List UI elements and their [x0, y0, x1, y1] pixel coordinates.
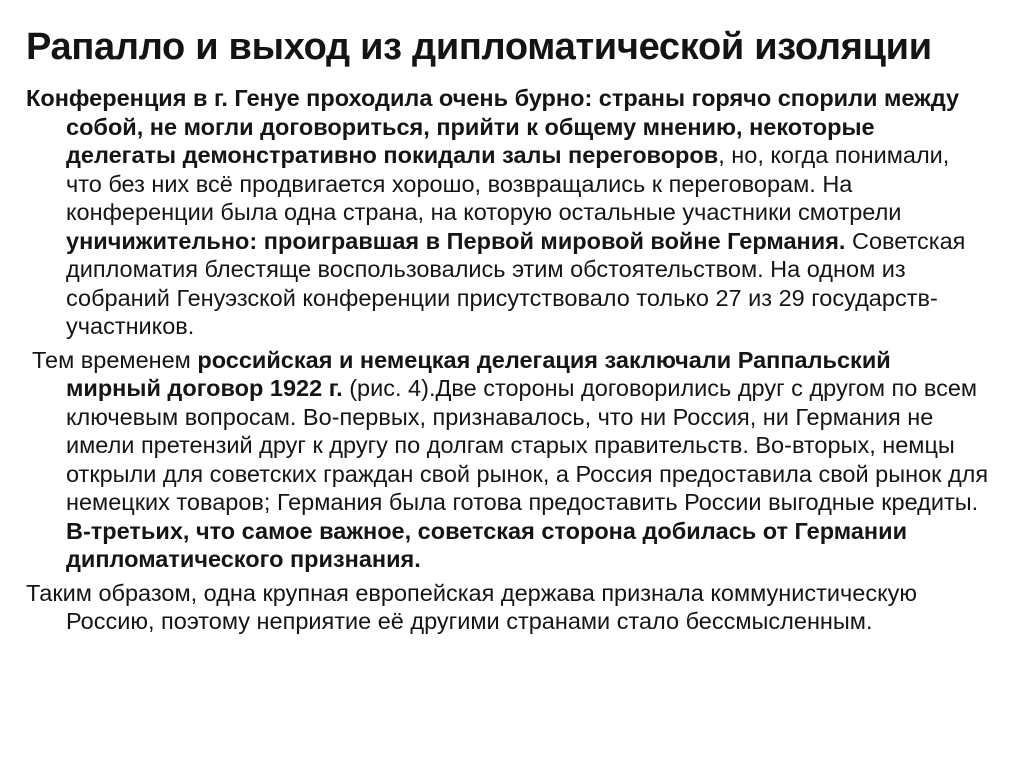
paragraph-genoa-conference: [26, 84, 991, 341]
text-segment: (рис. 4).Две стороны договорились друг с другом по всем ключевым вопросам. Во-первых, признавалось, что ни Россия, ни Германия не имели претензий друг к другу по долгам старых правительств. Во-вторых, немцы открыли для советских граждан свой рынок, а Россия предоставила свой рынок для немецких товаров; Германия была готова предоставить России выгодные кредиты.: [66, 375, 989, 515]
slide-body: [26, 84, 991, 641]
text-segment: Конференция в г. Генуе проходила очень бурно: страны горячо спорили между собой, не могли договориться, прийти к общему мнению, некоторые делегаты демонстративно покидали залы переговоров: [26, 85, 960, 168]
text-segment: российская и немецкая делегация заключали Раппальский мирный договор 1922 г.: [66, 346, 891, 401]
paragraph-rapallo-treaty: [26, 346, 991, 574]
text-segment: Таким образом, одна крупная европейская держава признала коммунистическую Россию, поэтому неприятие её другими странами стало бессмысленным.: [26, 579, 918, 634]
text-segment: Советская дипломатия блестяще воспользовались этим обстоятельством. На одном из собраний Генуэзской конференции присутствовало только 27 из 29 государств-участников.: [66, 227, 966, 339]
slide-title: Рапалло и выход из дипломатической изоляции: [26, 26, 932, 68]
text-segment: Тем временем: [32, 346, 198, 373]
text-segment: , но, когда понимали, что без них всё продвигается хорошо, возвращались к переговорам. На конференции была одна страна, на которую остальные участники смотрели: [66, 142, 950, 225]
text-segment: В-третьих, что самое важное, советская сторона добилась от Германии дипломатического признания.: [66, 517, 908, 572]
text-segment: уничижительно: проигравшая в Первой мировой войне Германия.: [66, 227, 846, 254]
paragraph-conclusion: [26, 579, 991, 636]
